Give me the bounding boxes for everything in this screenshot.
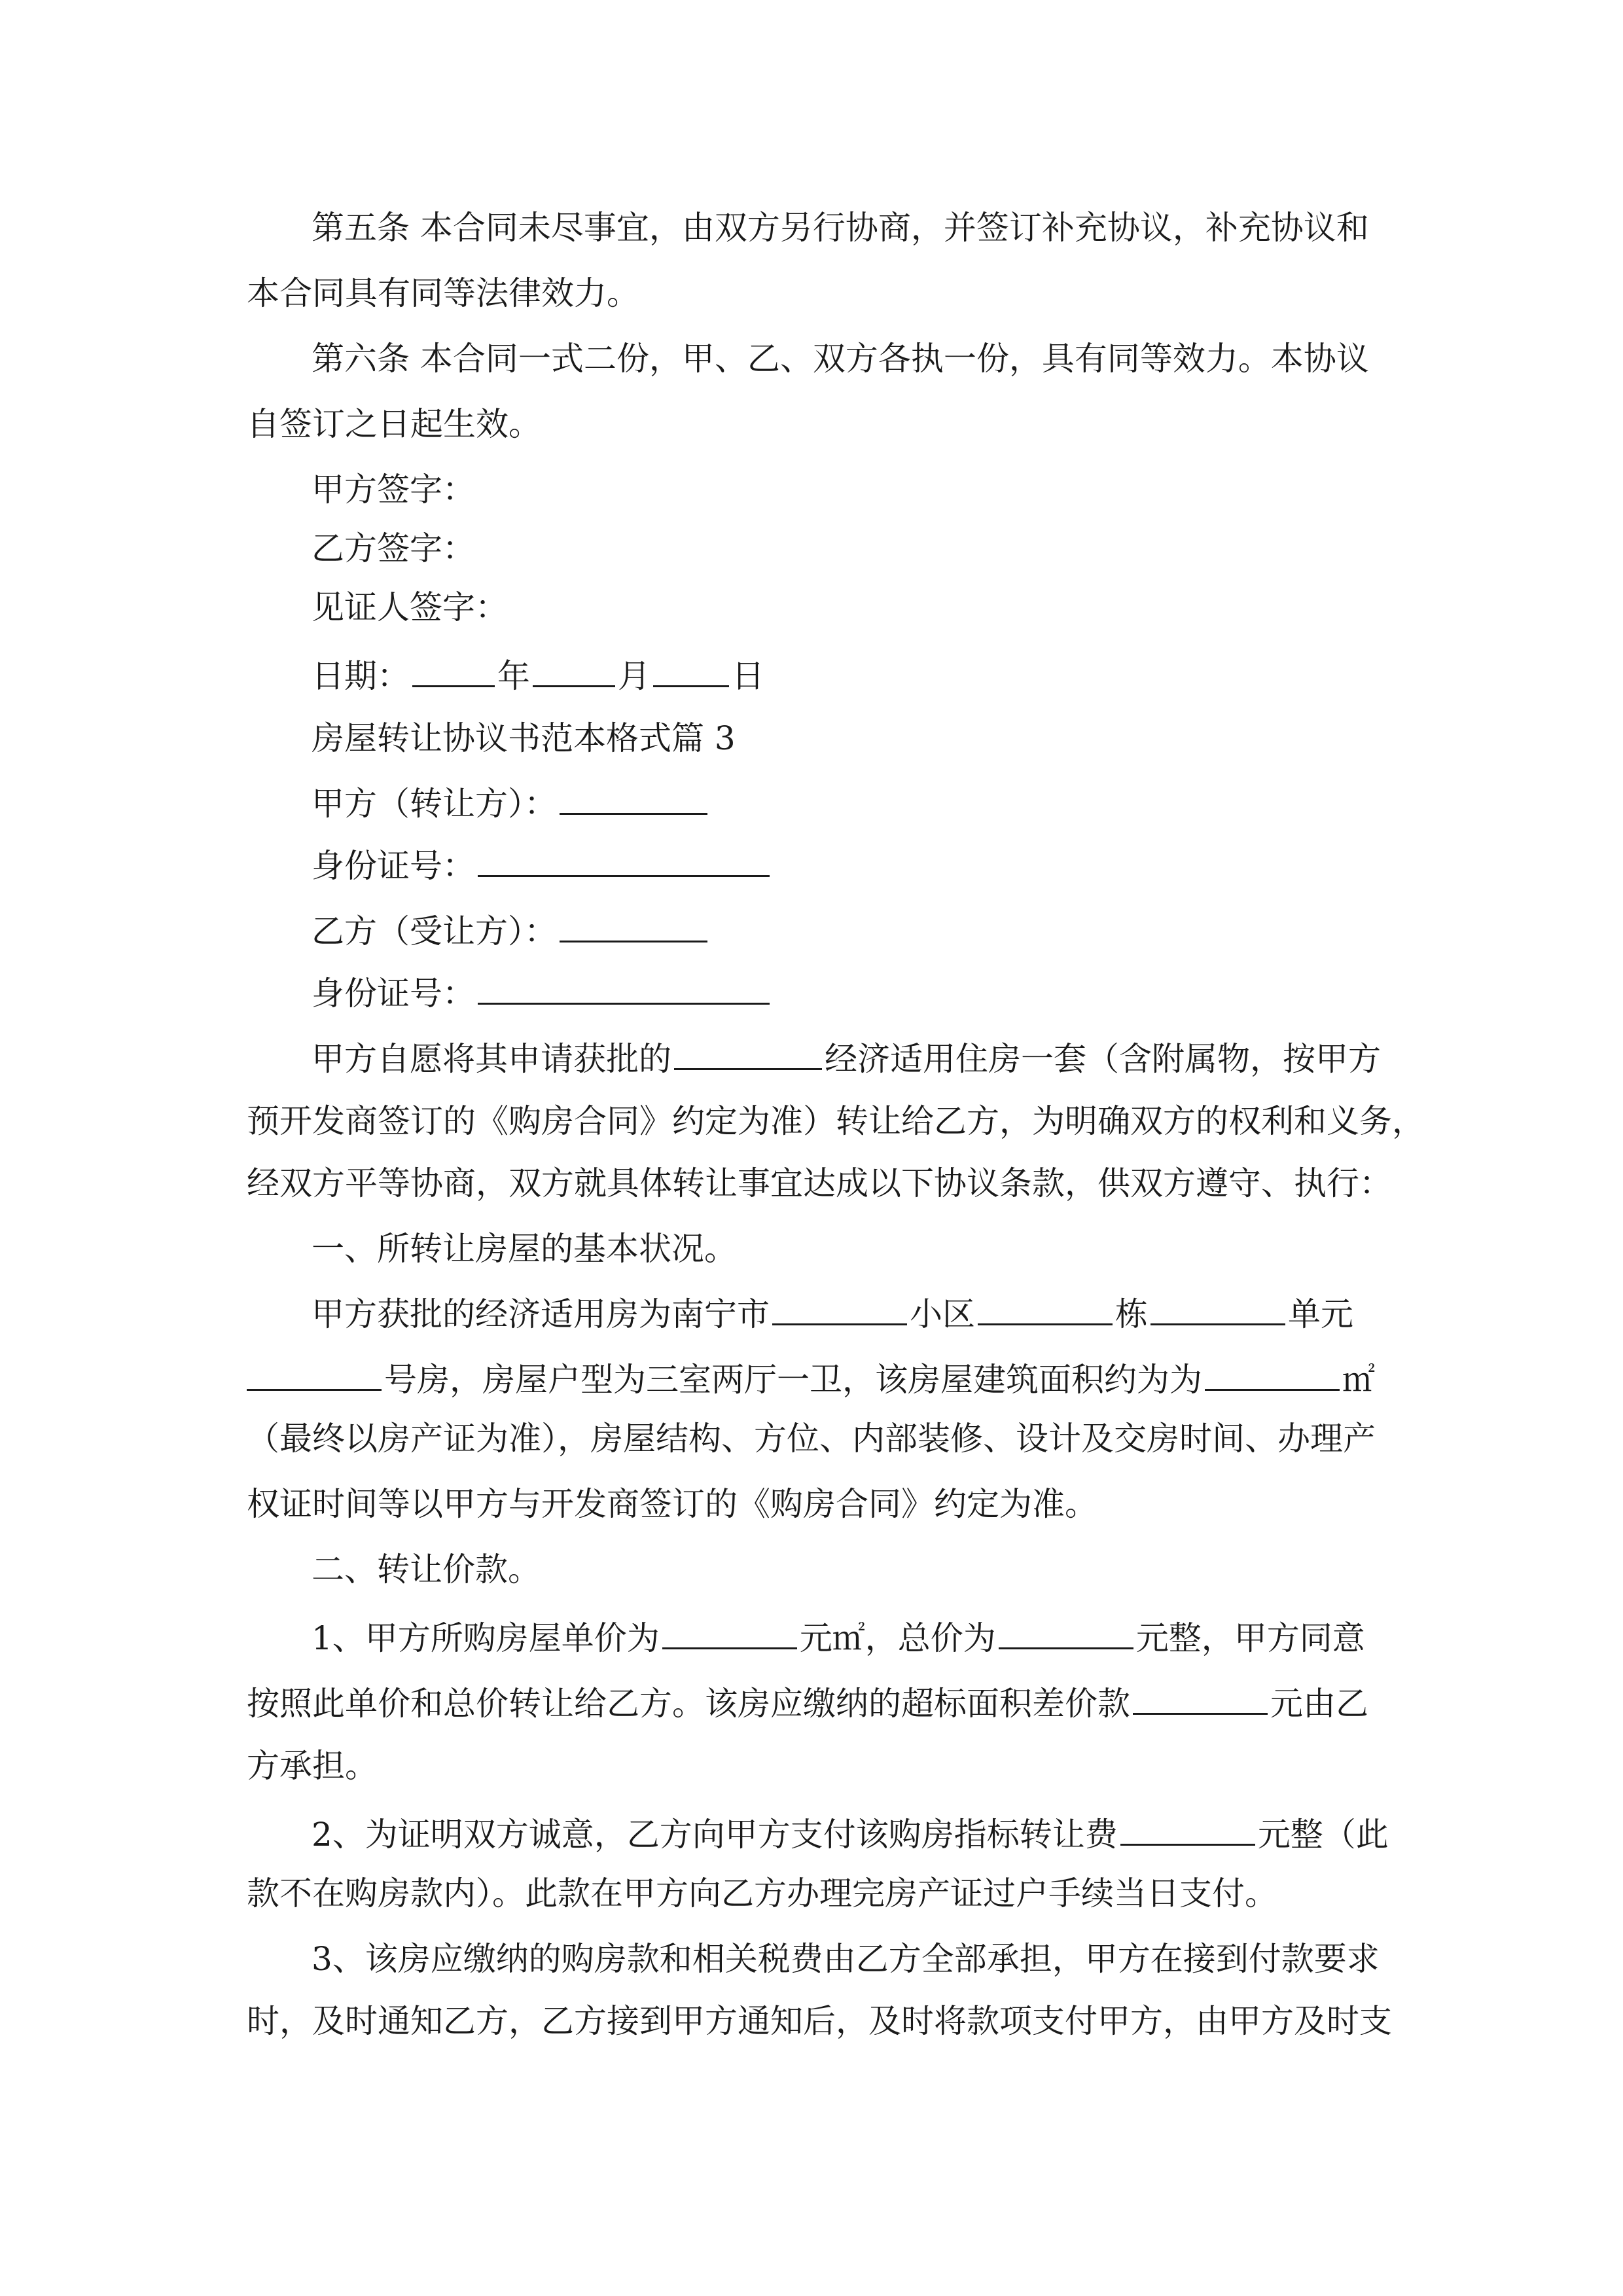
intro-seg2: 经济适用住房一套（含附属物，按甲方 [825,1040,1381,1078]
id-b-label: 身份证号： [312,975,475,1013]
intro-line3: 经双方平等协商，双方就具体转让事宜达成以下协议条款，供双方遵守、执行： [247,1164,1392,1202]
id-a-label: 身份证号： [312,847,475,885]
section-title: 房屋转让协议书范本格式篇 3 [312,719,736,757]
building-blank[interactable] [1150,1295,1285,1325]
total-price-blank[interactable] [999,1619,1133,1649]
unit-price-blank[interactable] [662,1619,797,1649]
article5-line2: 本合同具有同等法律效力。 [247,274,639,312]
excess-area-blank[interactable] [1133,1684,1268,1715]
excess-area-tail: 元由乙 [1270,1685,1368,1723]
total-price-label: 元㎡，总价为 [799,1619,996,1657]
party-a-line [312,784,710,823]
id-b-blank[interactable] [478,974,770,1005]
clause1-area-text: 号房，房屋户型为三室两厅一卫，该房屋建筑面积约为为 [384,1361,1202,1399]
day-label: 日 [732,657,764,695]
intro-seg1: 甲方自愿将其申请获批的 [312,1040,671,1078]
month-blank[interactable] [533,656,615,687]
area-blank[interactable] [1205,1360,1340,1391]
clause1-line2 [247,1360,1375,1399]
party-b-line [312,912,710,948]
id-a-line [312,846,772,885]
party-b-blank[interactable] [560,912,707,942]
article6-line2: 自签订之日起生效。 [247,405,541,443]
clause1-unit-label: 单元 [1288,1295,1353,1333]
clause2-p3-line1: 3、该房应缴纳的购房款和相关税费由乙方全部承担，甲方在接到付款要求 [312,1940,1380,1978]
clause2-title: 二、转让价款。 [312,1551,541,1588]
clause1-line1 [312,1295,1353,1331]
city-blank[interactable] [772,1295,907,1325]
room-blank[interactable] [247,1360,382,1391]
witness-signature: 见证人签字： [312,588,508,626]
party-b-label: 乙方（受让方）： [312,912,557,950]
clause2-p2-line1 [312,1815,1389,1854]
article5-line1: 第五条 本合同未尽事宜，由双方另行协商，并签订补充协议，补充协议和 [312,209,1369,247]
clause1-building-label: 栋 [1115,1295,1148,1333]
clause1-city-label: 甲方获批的经济适用房为南宁市 [312,1295,770,1333]
party-b-signature: 乙方签字： [312,529,475,567]
unit-price-label: 1、甲方所购房屋单价为 [312,1619,660,1657]
intro-line2: 预开发商签订的《购房合同》约定为准）转让给乙方，为明确双方的权利和义务， [247,1102,1425,1140]
clause1-area-unit: ㎡ [1342,1361,1375,1399]
community-blank[interactable] [978,1295,1113,1325]
clause2-p1-line2 [247,1684,1368,1723]
excess-area-text: 按照此单价和总价转让给乙方。该房应缴纳的超标面积差价款 [247,1685,1130,1723]
transfer-fee-blank[interactable] [1120,1815,1255,1846]
party-a-signature: 甲方签字： [312,471,475,509]
clause1-title: 一、所转让房屋的基本状况。 [312,1230,737,1268]
transfer-fee-text: 2、为证明双方诚意，乙方向甲方支付该购房指标转让费 [312,1816,1118,1854]
day-blank[interactable] [653,656,729,687]
party-a-blank[interactable] [560,784,707,815]
clause2-p3-line2: 时，及时通知乙方，乙方接到甲方通知后，及时将款项支付甲方，由甲方及时支 [247,2002,1392,2040]
clause1-line4: 权证时间等以甲方与开发商签订的《购房合同》约定为准。 [247,1485,1097,1523]
article6-line1: 第六条 本合同一式二份，甲、乙、双方各执一份，具有同等效力。本协议 [312,340,1369,378]
transfer-fee-tail: 元整（此 [1257,1816,1389,1854]
clause1-community-label: 小区 [910,1295,975,1333]
year-blank[interactable] [412,656,495,687]
id-a-blank[interactable] [478,846,770,877]
id-b-line [312,974,772,1013]
clause2-p1-line1 [312,1619,1365,1655]
clause2-p2-line2: 款不在购房款内）。此款在甲方向乙方办理完房产证过户手续当日支付。 [247,1874,1277,1912]
clause2-p1-line3: 方承担。 [247,1747,378,1785]
clause1-line3: （最终以房产证为准），房屋结构、方位、内部装修、设计及交房时间、办理产 [247,1420,1376,1458]
intro-blank[interactable] [674,1039,822,1070]
month-label: 月 [618,657,651,695]
date-label: 日期： [312,657,410,695]
intro-line1 [312,1039,1381,1078]
clause2-p1-tail: 元整，甲方同意 [1135,1619,1365,1657]
year-label: 年 [497,657,530,695]
party-a-label: 甲方（转让方）： [312,785,557,823]
date-line [312,656,764,695]
